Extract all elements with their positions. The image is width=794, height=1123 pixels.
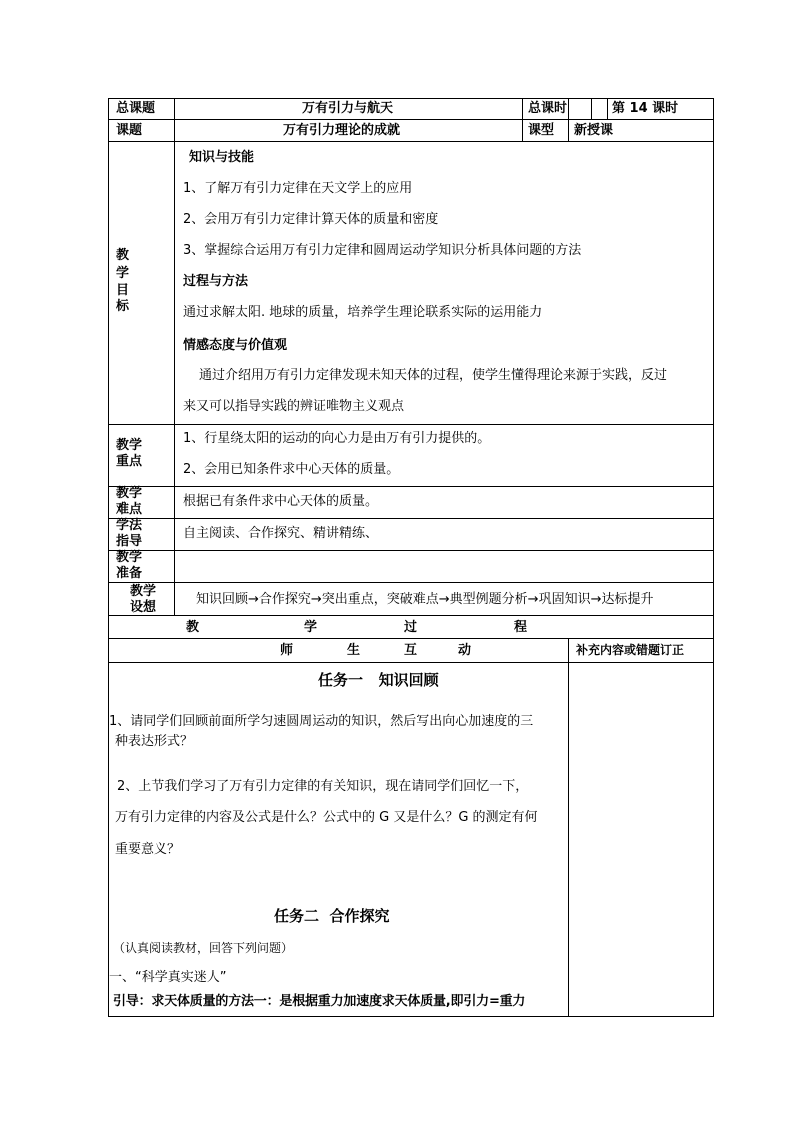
objectives-label-2: 学 (116, 266, 130, 281)
key-points-label-1: 教学 (116, 438, 143, 453)
process-text: 通过求解太阳. 地球的质量，培养学生理论联系实际的运用能力 (183, 305, 543, 320)
label-column-divider (174, 98, 175, 615)
row-line (108, 582, 714, 583)
process-heading: 过程与方法 (183, 274, 249, 289)
task1-q1-line1: 1、请同学们回顾前面所学匀速圆周运动的知识，然后写出向心加速度的三 (109, 714, 534, 729)
lesson-number: 第 14 课时 (612, 101, 679, 116)
interaction-char-1: 师 (280, 643, 294, 658)
method-label-1: 学法 (116, 518, 143, 533)
row-line (108, 638, 714, 639)
task2-note: （认真阅读教材，回答下列问题） (113, 941, 294, 955)
emotion-heading: 情感态度与价值观 (183, 338, 288, 353)
process-header-char-1: 教 (186, 620, 200, 635)
difficulty-label-2: 难点 (116, 502, 143, 517)
prep-label-1: 教学 (116, 550, 143, 565)
key-point-2: 2、会用已知条件求中心天体的质量。 (183, 462, 400, 477)
header-divider-1 (522, 98, 523, 142)
method-label-2: 指导 (116, 534, 143, 549)
topic-label: 课题 (116, 123, 143, 138)
process-header-char-4: 程 (514, 620, 528, 635)
design-text: 知识回顾→合作探究→突出重点，突破难点→典型例题分析→巩固知识→达标提升 (196, 592, 654, 607)
task1-q2-line1: 2、上节我们学习了万有引力定律的有关知识，现在请同学们回忆一下， (117, 779, 529, 794)
total-topic-label: 总课题 (116, 101, 156, 116)
task1-q2-line2: 万有引力定律的内容及公式是什么？公式中的 G 又是什么？G 的测定有何 (115, 810, 538, 825)
lesson-type-value: 新授课 (574, 123, 614, 138)
topic-value: 万有引力理论的成就 (283, 123, 401, 138)
objectives-label-3: 目 (116, 283, 130, 298)
supplement-label: 补充内容或错题订正 (576, 643, 685, 657)
row-line (108, 141, 714, 142)
row-line (108, 518, 714, 519)
method-text: 自主阅读、合作探究、精讲精练、 (183, 526, 379, 541)
row-line (108, 486, 714, 487)
task2-guide: 引导：求天体质量的方法一：是根据重力加速度求天体质量,即引力=重力 (113, 994, 526, 1009)
knowledge-item-2: 2、会用万有引力定律计算天体的质量和密度 (183, 212, 439, 227)
knowledge-heading: 知识与技能 (189, 150, 255, 165)
table-border-left (108, 98, 109, 1017)
header-divider-4 (607, 98, 608, 119)
row-line (108, 662, 714, 663)
key-points-label-2: 重点 (116, 454, 143, 469)
row-line (108, 1016, 714, 1017)
key-point-1: 1、行星绕太阳的运动的向心力是由万有引力提供的。 (183, 431, 491, 446)
header-divider-3 (591, 98, 592, 119)
interaction-char-3: 互 (404, 643, 418, 658)
objectives-label-1: 教 (116, 248, 130, 263)
emotion-line-1: 通过介绍用万有引力定律发现未知天体的过程，使学生懂得理论来源于实践，反过 (199, 368, 668, 383)
difficulty-text: 根据已有条件求中心天体的质量。 (183, 494, 379, 509)
row-line (108, 119, 714, 120)
knowledge-item-3: 3、掌握综合运用万有引力定律和圆周运动学知识分析具体问题的方法 (183, 243, 582, 258)
knowledge-item-1: 1、了解万有引力定律在天文学上的应用 (183, 181, 413, 196)
difficulty-label-1: 教学 (116, 486, 143, 501)
supplement-column-divider (568, 638, 569, 1017)
task1-title: 任务一 知识回顾 (318, 671, 439, 689)
task1-q2-line3: 重要意义？ (115, 842, 181, 857)
interaction-char-4: 动 (458, 643, 472, 658)
row-line (108, 615, 714, 616)
row-line (108, 424, 714, 425)
row-line (108, 98, 714, 99)
emotion-line-2: 来又可以指导实践的辨证唯物主义观点 (183, 399, 405, 414)
table-border-right (713, 98, 714, 1017)
header-divider-2 (568, 98, 569, 142)
objectives-label-4: 标 (116, 299, 130, 314)
row-line (108, 550, 714, 551)
task1-q1-line2: 种表达形式？ (115, 734, 194, 749)
design-label-1: 教学 (130, 584, 157, 599)
task2-title: 任务二 合作探究 (274, 907, 390, 925)
design-label-2: 设想 (130, 600, 157, 615)
process-header-char-2: 学 (304, 620, 318, 635)
total-hours-label: 总课时 (528, 101, 568, 116)
task2-subheading: 一、“科学真实迷人” (109, 970, 227, 985)
process-header-char-3: 过 (404, 620, 418, 635)
interaction-char-2: 生 (347, 643, 361, 658)
lesson-type-label: 课型 (528, 123, 555, 138)
prep-label-2: 准备 (116, 566, 143, 581)
total-topic-value: 万有引力与航天 (302, 101, 394, 116)
